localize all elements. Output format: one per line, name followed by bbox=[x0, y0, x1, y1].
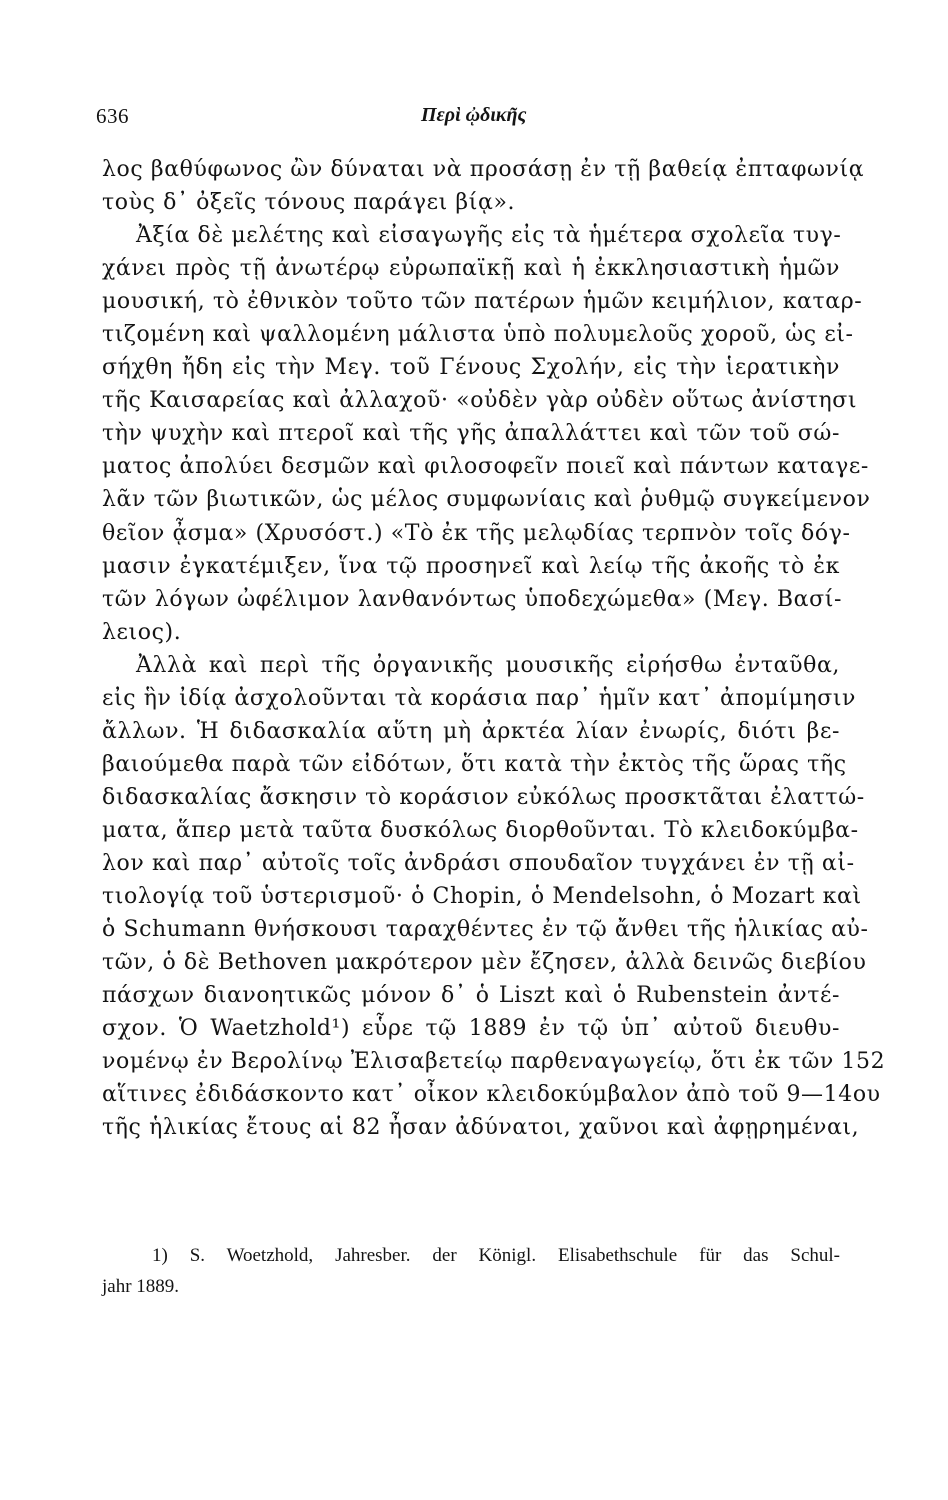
text-line: Ἀλλὰ καὶ περὶ τῆς ὀργανικῆς μουσικῆς εἰρήσθω ἐνταῦθα, bbox=[136, 652, 840, 678]
text-line: πάσχων διανοητικῶς μόνον δ᾽ ὁ Liszt καὶ ὁ Rubenstein ἀντέ- bbox=[102, 983, 840, 1009]
text-line: λος βαθύφωνος ὢν δύναται νὰ προσάσῃ ἐν τῇ βαθείᾳ ἐπταφωνίᾳ bbox=[102, 157, 865, 182]
text-line: εἰς ἣν ἰδίᾳ ἀσχολοῦνται τὰ κοράσια παρ᾽ ἡμῖν κατ᾽ ἀπομίμησιν bbox=[102, 685, 857, 711]
text-line: λᾶν τῶν βιωτικῶν, ὡς μέλος συμφωνίαις καὶ ῥυθμῷ συγκείμενον bbox=[102, 487, 871, 513]
text-line: διδασκαλίας ἄσκησιν τὸ κοράσιον εὐκόλως προσκτᾶται ἐλαττώ- bbox=[102, 784, 865, 810]
text-line: νομένῳ ἐν Βερολίνῳ Ἐλισαβετείῳ παρθεναγωγείῳ, ὅτι ἐκ τῶν 152 bbox=[102, 1049, 886, 1075]
text-line: τιζομένη καὶ ψαλλομένη μάλιστα ὑπὸ πολυμελοῦς χοροῦ, ὡς εἰ- bbox=[102, 322, 854, 348]
page-header bbox=[96, 104, 840, 134]
text-line: τῶν λόγων ὠφέλιμον λανθανόντως ὑποδεχώμεθα» (Μεγ. Βασί- bbox=[102, 586, 843, 612]
text-line: τῆς ἡλικίας ἔτους αἱ 82 ἦσαν ἀδύνατοι, χαῦνοι καὶ ἀφῃρημέναι, bbox=[102, 1115, 860, 1141]
running-title: Περὶ ᾠδικῆς bbox=[421, 104, 527, 126]
text-line: σχον. Ὁ Waetzhold¹) εὗρε τῷ 1889 ἐν τῷ ὑπ᾽ αὐτοῦ διευθυ- bbox=[102, 1016, 840, 1042]
text-line: ματα, ἅπερ μετὰ ταῦτα δυσκόλως διορθοῦνται. Τὸ κλειδοκύμβα- bbox=[102, 817, 859, 843]
text-line: Ἀξία δὲ μελέτης καὶ εἰσαγωγῆς εἰς τὰ ἡμέτερα σχολεῖα τυγ- bbox=[136, 223, 842, 249]
text-line: τιολογίᾳ τοῦ ὑστερισμοῦ· ὁ Chopin, ὁ Mendelsohn, ὁ Mozart καὶ bbox=[102, 884, 862, 910]
text-line: αἵτινες ἐδιδάσκοντο κατ᾽ οἶκον κλειδοκύμβαλον ἀπὸ τοῦ 9—14ου bbox=[102, 1082, 881, 1108]
body-text bbox=[102, 153, 886, 1144]
text-line: τοὺς δ᾽ ὀξεῖς τόνους παράγει βίᾳ». bbox=[102, 190, 516, 216]
text-line: λειος). bbox=[102, 619, 182, 645]
text-line: θεῖον ᾆσμα» (Χρυσόστ.) «Τὸ ἐκ τῆς μελῳδίας τερπνὸν τοῖς δόγ- bbox=[102, 520, 851, 546]
text-line: τῆς Καισαρείας καὶ ἀλλαχοῦ· «οὐδὲν γὰρ οὐδὲν οὕτως ἀνίστησι bbox=[102, 388, 858, 414]
page-number: 636 bbox=[96, 104, 129, 128]
footnote-line: 1) S. Woetzhold, Jahresber. der Königl. Elisabethschule für das Schul- bbox=[152, 1245, 840, 1266]
text-line: χάνει πρὸς τῇ ἀνωτέρῳ εὐρωπαϊκῇ καὶ ἡ ἐκκλησιαστικὴ ἡμῶν bbox=[102, 256, 840, 282]
text-line: βαιούμεθα παρὰ τῶν εἰδότων, ὅτι κατὰ τὴν ἐκτὸς τῆς ὥρας τῆς bbox=[102, 751, 847, 777]
text-line: λον καὶ παρ᾽ αὐτοῖς τοῖς ἀνδράσι σπουδαῖον τυγχάνει ἐν τῇ αἰ- bbox=[102, 850, 855, 876]
text-line: μασιν ἐγκατέμιξεν, ἵνα τῷ προσηνεῖ καὶ λείῳ τῆς ἀκοῆς τὸ ἐκ bbox=[102, 553, 840, 579]
text-line: σήχθη ἤδη εἰς τὴν Μεγ. τοῦ Γένους Σχολήν, εἰς τὴν ἱερατικὴν bbox=[102, 355, 840, 381]
text-line: τὴν ψυχὴν καὶ πτεροῖ καὶ τῆς γῆς ἀπαλλάττει καὶ τῶν τοῦ σώ- bbox=[102, 421, 840, 447]
footnote-line: jahr 1889. bbox=[102, 1276, 180, 1297]
text-line: ὁ Schumann θνήσκουσι ταραχθέντες ἐν τῷ ἄνθει τῆς ἡλικίας αὐ- bbox=[102, 917, 869, 943]
footnote bbox=[102, 1240, 840, 1302]
text-line: ἄλλων. Ἡ διδασκαλία αὕτη μὴ ἀρκτέα λίαν ἐνωρίς, διότι βε- bbox=[102, 718, 840, 744]
text-line: ματος ἀπολύει δεσμῶν καὶ φιλοσοφεῖν ποιεῖ καὶ πάντων καταγε- bbox=[102, 454, 869, 480]
text-line: μουσική, τὸ ἐθνικὸν τοῦτο τῶν πατέρων ἡμῶν κειμήλιον, καταρ- bbox=[102, 289, 863, 315]
text-line: τῶν, ὁ δὲ Bethoven μακρότερον μὲν ἔζησεν, ἀλλὰ δεινῶς διεβίου bbox=[102, 950, 867, 976]
